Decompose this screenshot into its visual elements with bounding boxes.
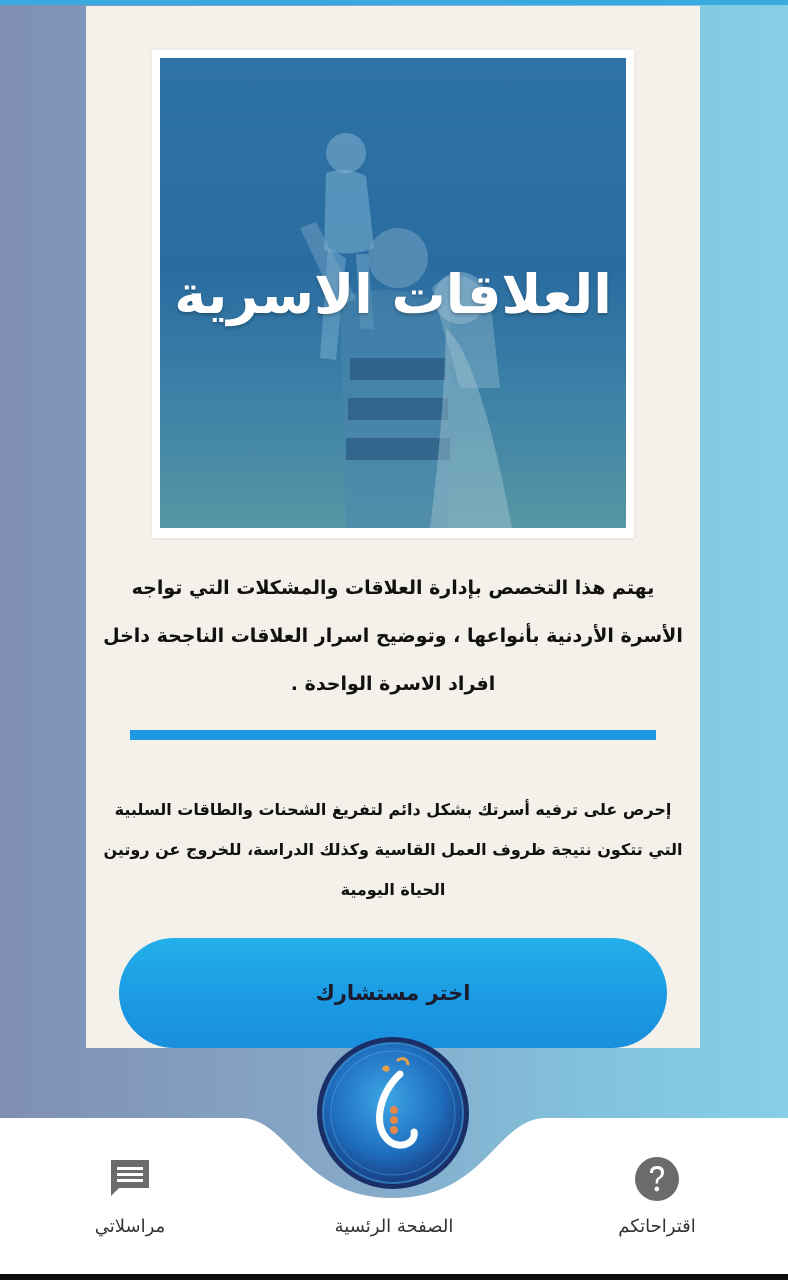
nav-label-suggestions: اقتراحاتكم	[618, 1216, 696, 1237]
home-logo-button[interactable]	[316, 1036, 470, 1190]
system-bottom-bar	[0, 1274, 788, 1280]
hero-image	[160, 58, 626, 528]
content-card	[86, 6, 700, 1048]
section-divider	[130, 730, 656, 740]
family-tip-text: إحرص على ترفيه أسرتك بشكل دائم لتفريغ الشحنات والطاقات السلبية التي تتكون نتيجة ظروف العمل القاسية وكذلك الدراسة، للخروج عن روتين الحياة اليومية	[103, 800, 683, 899]
hero-image-frame	[152, 50, 634, 538]
nav-label-home: الصفحة الرئسية	[334, 1216, 454, 1237]
message-icon	[107, 1156, 153, 1202]
specialty-description: يهتم هذا التخصص بإدارة العلاقات والمشكلات التي تواجه الأسرة الأردنية بأنواعها ، وتوضيح اسرار العلاقات الناجحة داخل افراد الاسرة الواحدة .	[103, 577, 683, 695]
top-accent-line	[0, 0, 788, 5]
help-icon	[634, 1156, 680, 1202]
nav-item-suggestions[interactable]	[562, 1118, 752, 1274]
hero-title: العلاقات الاسرية	[174, 263, 612, 326]
home-logo-icon	[316, 1036, 470, 1190]
nav-item-messages[interactable]	[35, 1118, 225, 1274]
nav-label-messages: مراسلاتي	[94, 1216, 166, 1237]
choose-consultant-button[interactable]: اختر مستشارك	[119, 938, 667, 1048]
